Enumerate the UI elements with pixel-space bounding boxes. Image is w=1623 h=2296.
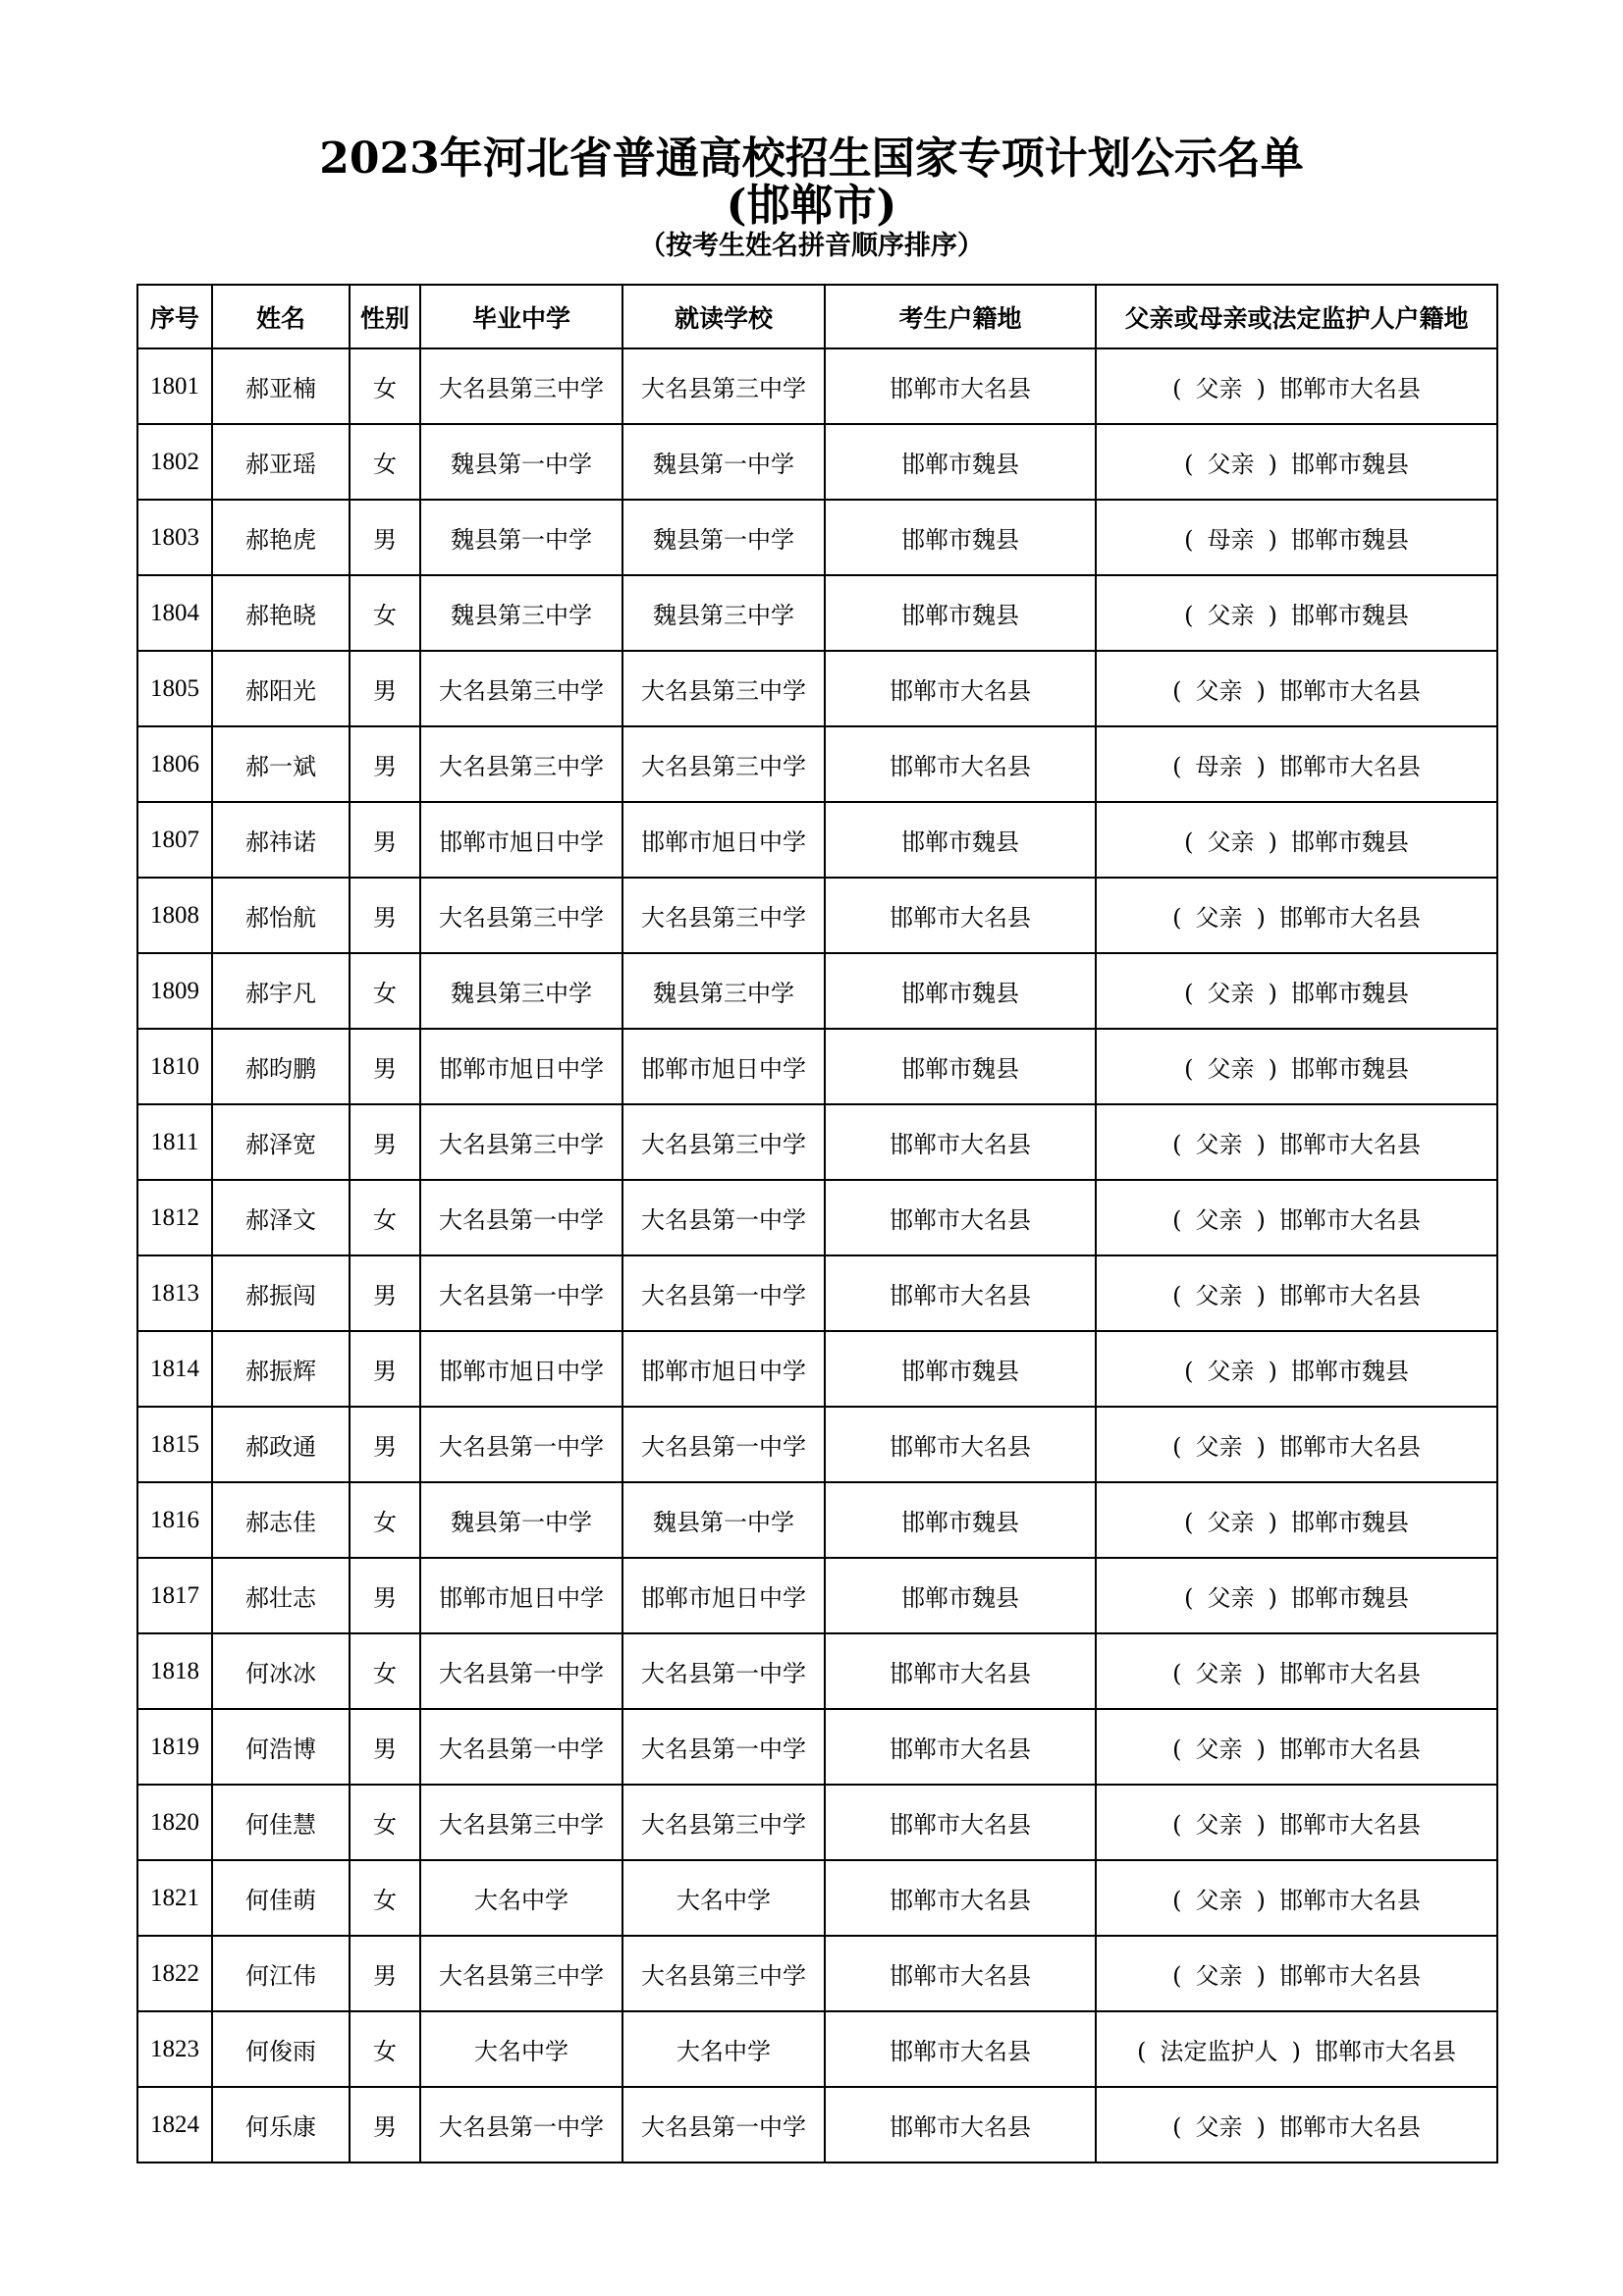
cell-seq: 1816 [137,1482,212,1558]
cell-guardian: ( 父亲 ) 邯郸市大名县 [1096,1936,1497,2011]
cell-guardian: ( 父亲 ) 邯郸市大名县 [1096,651,1497,726]
table-row [137,348,1497,424]
cell-current-school: 大名县第三中学 [622,726,825,802]
cell-seq: 1819 [137,1709,212,1785]
cell-name: 郝阳光 [212,651,350,726]
cell-gender: 女 [350,1785,420,1860]
cell-residence: 邯郸市大名县 [825,1255,1096,1331]
cell-grad-school: 大名县第一中学 [420,1255,622,1331]
cell-gender: 男 [350,1936,420,2011]
cell-gender: 男 [350,1104,420,1180]
guardian-residence: 邯郸市大名县 [1278,1735,1421,1763]
guardian-relation: 父亲 [1207,451,1255,478]
cell-current-school: 大名县第一中学 [622,2087,825,2163]
col-header-residence: 考生户籍地 [825,285,1096,348]
cell-guardian: ( 父亲 ) 邯郸市大名县 [1096,2087,1497,2163]
cell-guardian: ( 父亲 ) 邯郸市魏县 [1096,424,1497,500]
cell-grad-school: 邯郸市旭日中学 [420,1029,622,1104]
cell-residence: 邯郸市大名县 [825,1633,1096,1709]
cell-current-school: 魏县第一中学 [622,424,825,500]
sort-note: （按考生姓名拼音顺序排序） [639,231,984,261]
cell-grad-school: 大名县第三中学 [420,651,622,726]
cell-guardian: ( 父亲 ) 邯郸市魏县 [1096,1331,1497,1407]
cell-residence: 邯郸市大名县 [825,651,1096,726]
cell-grad-school: 大名县第三中学 [420,1936,622,2011]
document-city: (邯郸市) [726,181,897,231]
cell-current-school: 邯郸市旭日中学 [622,1558,825,1633]
cell-name: 郝泽文 [212,1180,350,1255]
cell-current-school: 大名县第三中学 [622,1936,825,2011]
cell-residence: 邯郸市大名县 [825,2011,1096,2087]
cell-grad-school: 魏县第一中学 [420,500,622,575]
cell-guardian: ( 父亲 ) 邯郸市魏县 [1096,1029,1497,1104]
cell-seq: 1823 [137,2011,212,2087]
cell-current-school: 大名县第三中学 [622,878,825,953]
table-body [137,348,1497,2163]
cell-name: 何佳慧 [212,1785,350,1860]
guardian-residence: 邯郸市魏县 [1290,828,1409,856]
guardian-relation: 父亲 [1195,1433,1243,1461]
guardian-residence: 邯郸市魏县 [1290,980,1409,1007]
cell-guardian: ( 父亲 ) 邯郸市魏县 [1096,1482,1497,1558]
guardian-relation: 父亲 [1195,1962,1243,1990]
cell-name: 郝壮志 [212,1558,350,1633]
cell-gender: 女 [350,1180,420,1255]
cell-current-school: 魏县第三中学 [622,953,825,1029]
guardian-residence: 邯郸市大名县 [1278,753,1421,780]
cell-seq: 1805 [137,651,212,726]
table-row [137,1936,1497,2011]
cell-grad-school: 大名县第三中学 [420,1104,622,1180]
cell-residence: 邯郸市魏县 [825,575,1096,651]
table-header-row [137,285,1497,348]
cell-guardian: ( 父亲 ) 邯郸市魏县 [1096,953,1497,1029]
guardian-relation: 父亲 [1207,980,1255,1007]
cell-gender: 女 [350,1633,420,1709]
cell-grad-school: 大名县第一中学 [420,1407,622,1482]
table-row [137,575,1497,651]
cell-grad-school: 魏县第一中学 [420,1482,622,1558]
cell-name: 郝怡航 [212,878,350,953]
cell-residence: 邯郸市大名县 [825,1860,1096,1936]
table-row [137,1104,1497,1180]
cell-seq: 1812 [137,1180,212,1255]
cell-grad-school: 大名中学 [420,1860,622,1936]
table-row [137,1029,1497,1104]
table-row [137,1180,1497,1255]
guardian-residence: 邯郸市魏县 [1290,526,1409,554]
cell-grad-school: 大名县第三中学 [420,1785,622,1860]
cell-current-school: 大名县第一中学 [622,1180,825,1255]
guardian-relation: 法定监护人 [1160,2038,1278,2065]
cell-seq: 1813 [137,1255,212,1331]
cell-seq: 1811 [137,1104,212,1180]
cell-name: 郝志佳 [212,1482,350,1558]
table-row [137,802,1497,878]
cell-grad-school: 邯郸市旭日中学 [420,1558,622,1633]
cell-gender: 女 [350,575,420,651]
guardian-residence: 邯郸市大名县 [1278,904,1421,932]
cell-guardian: ( 父亲 ) 邯郸市大名县 [1096,1785,1497,1860]
guardian-relation: 父亲 [1195,1282,1243,1309]
guardian-residence: 邯郸市魏县 [1290,1358,1409,1385]
guardian-residence: 邯郸市大名县 [1278,1660,1421,1687]
cell-name: 郝泽宽 [212,1104,350,1180]
cell-grad-school: 魏县第三中学 [420,575,622,651]
cell-residence: 邯郸市大名县 [825,1180,1096,1255]
cell-residence: 邯郸市魏县 [825,802,1096,878]
cell-residence: 邯郸市魏县 [825,500,1096,575]
cell-seq: 1821 [137,1860,212,1936]
guardian-relation: 父亲 [1195,1206,1243,1234]
guardian-residence: 邯郸市大名县 [1278,1206,1421,1234]
cell-residence: 邯郸市大名县 [825,726,1096,802]
table-row [137,2011,1497,2087]
cell-current-school: 大名县第一中学 [622,1255,825,1331]
cell-seq: 1806 [137,726,212,802]
cell-grad-school: 大名县第一中学 [420,1709,622,1785]
guardian-relation: 父亲 [1195,1735,1243,1763]
cell-name: 郝振辉 [212,1331,350,1407]
guardian-residence: 邯郸市魏县 [1290,1509,1409,1536]
cell-gender: 女 [350,2011,420,2087]
table-row [137,726,1497,802]
guardian-residence: 邯郸市魏县 [1290,451,1409,478]
guardian-residence: 邯郸市大名县 [1278,1282,1421,1309]
cell-current-school: 大名中学 [622,2011,825,2087]
cell-grad-school: 大名县第三中学 [420,878,622,953]
cell-gender: 男 [350,1029,420,1104]
cell-current-school: 大名县第一中学 [622,1633,825,1709]
cell-residence: 邯郸市魏县 [825,1331,1096,1407]
table-row [137,1331,1497,1407]
cell-gender: 男 [350,1407,420,1482]
guardian-residence: 邯郸市大名县 [1278,2113,1421,2141]
cell-grad-school: 大名县第一中学 [420,2087,622,2163]
cell-gender: 男 [350,1709,420,1785]
cell-grad-school: 大名县第三中学 [420,348,622,424]
table-row [137,1709,1497,1785]
cell-name: 郝艳虎 [212,500,350,575]
cell-residence: 邯郸市魏县 [825,1482,1096,1558]
cell-gender: 男 [350,726,420,802]
cell-residence: 邯郸市魏县 [825,953,1096,1029]
col-header-gender: 性别 [350,285,420,348]
cell-gender: 女 [350,953,420,1029]
cell-current-school: 魏县第一中学 [622,1482,825,1558]
guardian-relation: 父亲 [1195,375,1243,402]
cell-seq: 1801 [137,348,212,424]
guardian-residence: 邯郸市大名县 [1314,2038,1456,2065]
cell-name: 郝亚楠 [212,348,350,424]
cell-guardian: ( 父亲 ) 邯郸市大名县 [1096,1633,1497,1709]
table-row [137,1558,1497,1633]
table-row [137,1407,1497,1482]
col-header-name: 姓名 [212,285,350,348]
cell-seq: 1802 [137,424,212,500]
cell-seq: 1803 [137,500,212,575]
guardian-relation: 父亲 [1195,904,1243,932]
table-row [137,1860,1497,1936]
guardian-residence: 邯郸市魏县 [1290,1584,1409,1612]
cell-guardian: ( 父亲 ) 邯郸市大名县 [1096,1104,1497,1180]
cell-name: 郝祎诺 [212,802,350,878]
cell-seq: 1810 [137,1029,212,1104]
table-row [137,651,1497,726]
col-header-current-school: 就读学校 [622,285,825,348]
cell-current-school: 大名县第三中学 [622,1785,825,1860]
guardian-residence: 邯郸市大名县 [1278,1131,1421,1158]
cell-guardian: ( 父亲 ) 邯郸市魏县 [1096,1558,1497,1633]
cell-residence: 邯郸市魏县 [825,1029,1096,1104]
guardian-relation: 父亲 [1195,1131,1243,1158]
table-row [137,500,1497,575]
table-row [137,1255,1497,1331]
cell-name: 何江伟 [212,1936,350,2011]
guardian-relation: 父亲 [1195,2113,1243,2141]
guardian-residence: 邯郸市大名县 [1278,1887,1421,1914]
cell-gender: 男 [350,1558,420,1633]
cell-guardian: ( 父亲 ) 邯郸市大名县 [1096,1180,1497,1255]
guardian-residence: 邯郸市大名县 [1278,677,1421,705]
guardian-relation: 父亲 [1207,828,1255,856]
cell-name: 何乐康 [212,2087,350,2163]
cell-residence: 邯郸市大名县 [825,348,1096,424]
guardian-residence: 邯郸市大名县 [1278,1811,1421,1839]
table-row [137,878,1497,953]
cell-guardian: ( 母亲 ) 邯郸市大名县 [1096,726,1497,802]
cell-grad-school: 魏县第一中学 [420,424,622,500]
cell-seq: 1809 [137,953,212,1029]
cell-guardian: ( 父亲 ) 邯郸市大名县 [1096,1255,1497,1331]
cell-gender: 女 [350,424,420,500]
cell-seq: 1815 [137,1407,212,1482]
guardian-relation: 父亲 [1195,677,1243,705]
cell-seq: 1808 [137,878,212,953]
cell-residence: 邯郸市魏县 [825,424,1096,500]
cell-gender: 男 [350,802,420,878]
cell-residence: 邯郸市大名县 [825,1407,1096,1482]
cell-seq: 1818 [137,1633,212,1709]
cell-current-school: 大名中学 [622,1860,825,1936]
cell-grad-school: 大名县第一中学 [420,1633,622,1709]
cell-seq: 1817 [137,1558,212,1633]
cell-name: 郝宇凡 [212,953,350,1029]
guardian-relation: 父亲 [1195,1887,1243,1914]
cell-current-school: 邯郸市旭日中学 [622,1029,825,1104]
guardian-relation: 母亲 [1195,753,1243,780]
cell-guardian: ( 父亲 ) 邯郸市大名县 [1096,878,1497,953]
guardian-relation: 父亲 [1195,1660,1243,1687]
cell-grad-school: 邯郸市旭日中学 [420,1331,622,1407]
guardian-residence: 邯郸市大名县 [1278,1433,1421,1461]
cell-grad-school: 大名县第三中学 [420,726,622,802]
cell-guardian: ( 父亲 ) 邯郸市大名县 [1096,348,1497,424]
cell-gender: 男 [350,878,420,953]
guardian-relation: 父亲 [1207,1584,1255,1612]
guardian-relation: 父亲 [1195,1811,1243,1839]
cell-seq: 1804 [137,575,212,651]
cell-guardian: ( 父亲 ) 邯郸市魏县 [1096,575,1497,651]
cell-residence: 邯郸市魏县 [825,1558,1096,1633]
cell-gender: 女 [350,1860,420,1936]
cell-name: 郝艳晓 [212,575,350,651]
col-header-grad-school: 毕业中学 [420,285,622,348]
cell-name: 何佳萌 [212,1860,350,1936]
cell-gender: 男 [350,1255,420,1331]
cell-residence: 邯郸市大名县 [825,1104,1096,1180]
cell-current-school: 大名县第一中学 [622,1407,825,1482]
cell-guardian: ( 父亲 ) 邯郸市大名县 [1096,1407,1497,1482]
cell-guardian: ( 母亲 ) 邯郸市魏县 [1096,500,1497,575]
cell-current-school: 邯郸市旭日中学 [622,802,825,878]
cell-residence: 邯郸市大名县 [825,878,1096,953]
cell-gender: 女 [350,348,420,424]
guardian-relation: 父亲 [1207,602,1255,629]
cell-residence: 邯郸市大名县 [825,1785,1096,1860]
guardian-relation: 父亲 [1207,1055,1255,1083]
cell-name: 何浩博 [212,1709,350,1785]
guardian-residence: 邯郸市大名县 [1278,375,1421,402]
cell-current-school: 魏县第一中学 [622,500,825,575]
cell-seq: 1822 [137,1936,212,2011]
cell-seq: 1824 [137,2087,212,2163]
cell-gender: 男 [350,1331,420,1407]
guardian-relation: 父亲 [1207,1358,1255,1385]
cell-name: 何冰冰 [212,1633,350,1709]
roster-table [136,284,1498,2163]
table-row [137,424,1497,500]
cell-guardian: ( 法定监护人 ) 邯郸市大名县 [1096,2011,1497,2087]
cell-gender: 男 [350,500,420,575]
cell-grad-school: 邯郸市旭日中学 [420,802,622,878]
cell-residence: 邯郸市大名县 [825,1709,1096,1785]
guardian-residence: 邯郸市魏县 [1290,1055,1409,1083]
cell-guardian: ( 父亲 ) 邯郸市大名县 [1096,1860,1497,1936]
cell-name: 郝振闯 [212,1255,350,1331]
cell-guardian: ( 父亲 ) 邯郸市大名县 [1096,1709,1497,1785]
cell-seq: 1820 [137,1785,212,1860]
cell-gender: 男 [350,651,420,726]
cell-current-school: 大名县第三中学 [622,1104,825,1180]
table-row [137,953,1497,1029]
cell-residence: 邯郸市大名县 [825,2087,1096,2163]
guardian-relation: 母亲 [1207,526,1255,554]
col-header-guardian-residence: 父亲或母亲或法定监护人户籍地 [1096,285,1497,348]
cell-name: 郝一斌 [212,726,350,802]
cell-grad-school: 魏县第三中学 [420,953,622,1029]
cell-current-school: 大名县第三中学 [622,348,825,424]
cell-current-school: 魏县第三中学 [622,575,825,651]
cell-name: 何俊雨 [212,2011,350,2087]
cell-current-school: 大名县第三中学 [622,651,825,726]
cell-current-school: 邯郸市旭日中学 [622,1331,825,1407]
cell-residence: 邯郸市大名县 [825,1936,1096,2011]
cell-name: 郝亚瑶 [212,424,350,500]
cell-seq: 1814 [137,1331,212,1407]
cell-current-school: 大名县第一中学 [622,1709,825,1785]
table-row [137,1633,1497,1709]
cell-grad-school: 大名中学 [420,2011,622,2087]
guardian-residence: 邯郸市大名县 [1278,1962,1421,1990]
cell-gender: 男 [350,2087,420,2163]
cell-name: 郝政通 [212,1407,350,1482]
cell-name: 郝昀鹏 [212,1029,350,1104]
cell-grad-school: 大名县第一中学 [420,1180,622,1255]
table-row [137,2087,1497,2163]
table-row [137,1482,1497,1558]
col-header-seq: 序号 [137,285,212,348]
cell-seq: 1807 [137,802,212,878]
table-row [137,1785,1497,1860]
cell-gender: 女 [350,1482,420,1558]
document-title: 2023年河北省普通高校招生国家专项计划公示名单 [319,133,1304,184]
guardian-residence: 邯郸市魏县 [1290,602,1409,629]
cell-guardian: ( 父亲 ) 邯郸市魏县 [1096,802,1497,878]
guardian-relation: 父亲 [1207,1509,1255,1536]
